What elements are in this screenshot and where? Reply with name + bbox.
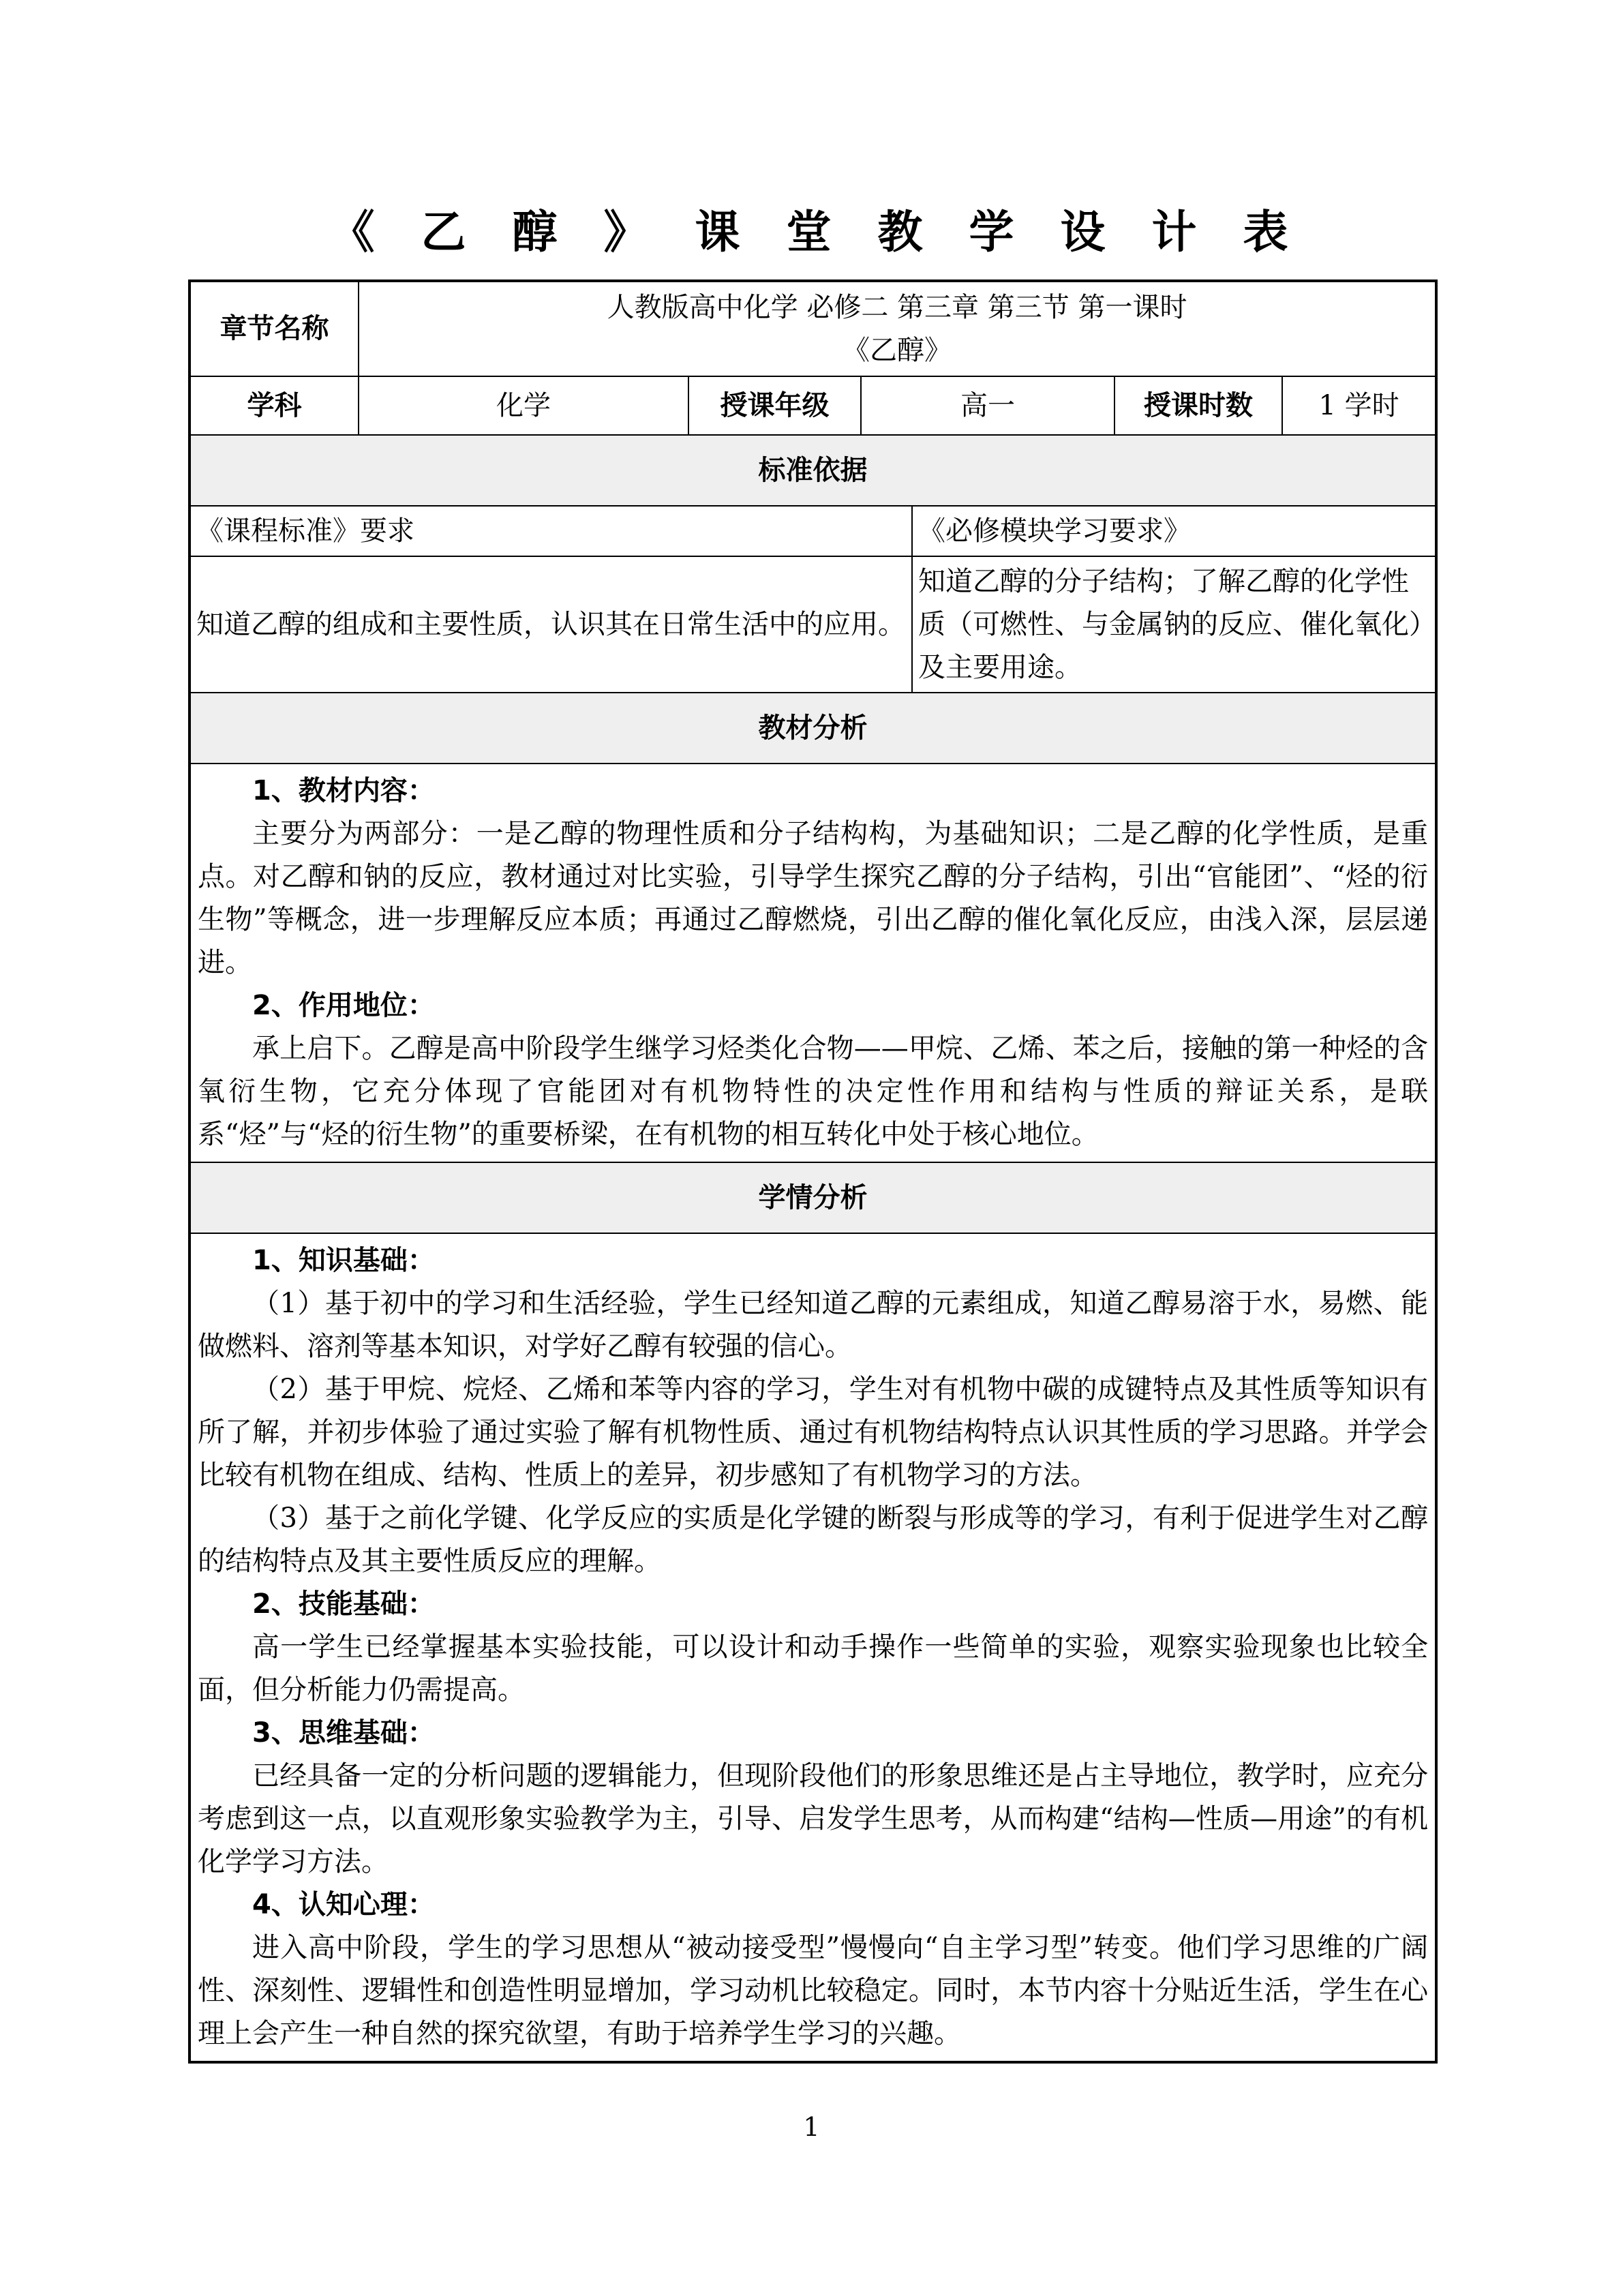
hours-value: 1 学时 bbox=[1282, 376, 1436, 435]
textbook-heading-role: 2、作用地位： bbox=[252, 990, 435, 1021]
lesson-design-table bbox=[188, 280, 1438, 2064]
course-standard-text: 知道乙醇的组成和主要性质，认识其在日常生活中的应用。 bbox=[189, 556, 912, 693]
grade-label: 授课年级 bbox=[688, 376, 861, 435]
students-heading-thinking: 3、思维基础： bbox=[252, 1717, 435, 1749]
chapter-line-1: 人教版高中化学 必修二 第三章 第三节 第一课时 bbox=[607, 291, 1187, 323]
students-content-row bbox=[189, 1233, 1436, 2062]
page-title: 《乙醇》课堂教学设计表 bbox=[329, 206, 1335, 258]
course-standard-title: 《课程标准》要求 bbox=[189, 506, 912, 556]
standard-content-row bbox=[189, 556, 1436, 693]
chapter-label: 章节名称 bbox=[189, 281, 359, 376]
textbook-header: 教材分析 bbox=[189, 693, 1436, 764]
students-paragraph-knowledge-3: （3）基于之前化学键、化学反应的实质是化学键的断裂与形成等的学习，有利于促进学生对乙醇的结构特点及其主要性质反应的理解。 bbox=[198, 1502, 1429, 1577]
students-paragraph-knowledge-1: （1）基于初中的学习和生活经验，学生已经知道乙醇的元素组成，知道乙醇易溶于水，易燃、能做燃料、溶剂等基本知识，对学好乙醇有较强的信心。 bbox=[198, 1288, 1429, 1362]
textbook-header-row bbox=[189, 693, 1436, 764]
chapter-line-2: 《乙醇》 bbox=[843, 334, 952, 366]
textbook-paragraph-role: 承上启下。乙醇是高中阶段学生继学习烃类化合物——甲烷、乙烯、苯之后，接触的第一种烃的含氧衍生物，它充分体现了官能团对有机物特性的决定性作用和结构与性质的辩证关系，是联系“烃”与“烃的衍生物”的重要桥梁，在有机物的相互转化中处于核心地位。 bbox=[198, 1033, 1429, 1150]
module-requirement-text: 知道乙醇的分子结构；了解乙醇的化学性质（可燃性、与金属钠的反应、催化氧化）及主要用途。 bbox=[912, 556, 1436, 693]
standard-header-row bbox=[189, 435, 1436, 506]
students-heading-psychology: 4、认知心理： bbox=[252, 1889, 435, 1920]
grade-value: 高一 bbox=[861, 376, 1114, 435]
students-content bbox=[189, 1233, 1436, 2062]
subject-value: 化学 bbox=[359, 376, 688, 435]
chapter-row bbox=[189, 281, 1436, 376]
textbook-heading-content: 1、教材内容： bbox=[252, 775, 435, 806]
students-heading-skills: 2、技能基础： bbox=[252, 1588, 435, 1620]
students-paragraph-skills: 高一学生已经掌握基本实验技能，可以设计和动手操作一些简单的实验，观察实验现象也比较全面，但分析能力仍需提高。 bbox=[198, 1631, 1429, 1706]
students-paragraph-thinking: 已经具备一定的分析问题的逻辑能力，但现阶段他们的形象思维还是占主导地位，教学时，应充分考虑到这一点，以直观形象实验教学为主，引导、启发学生思考，从而构建“结构—性质—用途”的有机化学学习方法。 bbox=[198, 1760, 1429, 1877]
standard-header: 标准依据 bbox=[189, 435, 1436, 506]
textbook-paragraph-content: 主要分为两部分：一是乙醇的物理性质和分子结构构，为基础知识；二是乙醇的化学性质，是重点。对乙醇和钠的反应，教材通过对比实验，引导学生探究乙醇的分子结构，引出“官能团”、“烃的衍生物”等概念，进一步理解反应本质；再通过乙醇燃烧，引出乙醇的催化氧化反应，由浅入深，层层递进。 bbox=[198, 818, 1429, 978]
students-paragraph-knowledge-2: （2）基于甲烷、烷烃、乙烯和苯等内容的学习，学生对有机物中碳的成键特点及其性质等知识有所了解，并初步体验了通过实验了解有机物性质、通过有机物结构特点认识其性质的学习思路。并学会比较有机物在组成、结构、性质上的差异，初步感知了有机物学习的方法。 bbox=[198, 1374, 1429, 1491]
chapter-value bbox=[359, 281, 1436, 376]
students-heading-knowledge: 1、知识基础： bbox=[252, 1245, 435, 1276]
subject-label: 学科 bbox=[189, 376, 359, 435]
students-header: 学情分析 bbox=[189, 1162, 1436, 1233]
hours-label: 授课时数 bbox=[1114, 376, 1282, 435]
page-number: 1 bbox=[803, 2112, 820, 2142]
students-paragraph-psychology: 进入高中阶段，学生的学习思想从“被动接受型”慢慢向“自主学习型”转变。他们学习思维的广阔性、深刻性、逻辑性和创造性明显增加，学习动机比较稳定。同时，本节内容十分贴近生活，学生在心理上会产生一种自然的探究欲望，有助于培养学生学习的兴趣。 bbox=[198, 1932, 1429, 2049]
textbook-content bbox=[189, 764, 1436, 1162]
info-row bbox=[189, 376, 1436, 435]
textbook-content-row bbox=[189, 764, 1436, 1162]
students-header-row bbox=[189, 1162, 1436, 1233]
standard-titles-row bbox=[189, 506, 1436, 556]
module-requirement-title: 《必修模块学习要求》 bbox=[912, 506, 1436, 556]
